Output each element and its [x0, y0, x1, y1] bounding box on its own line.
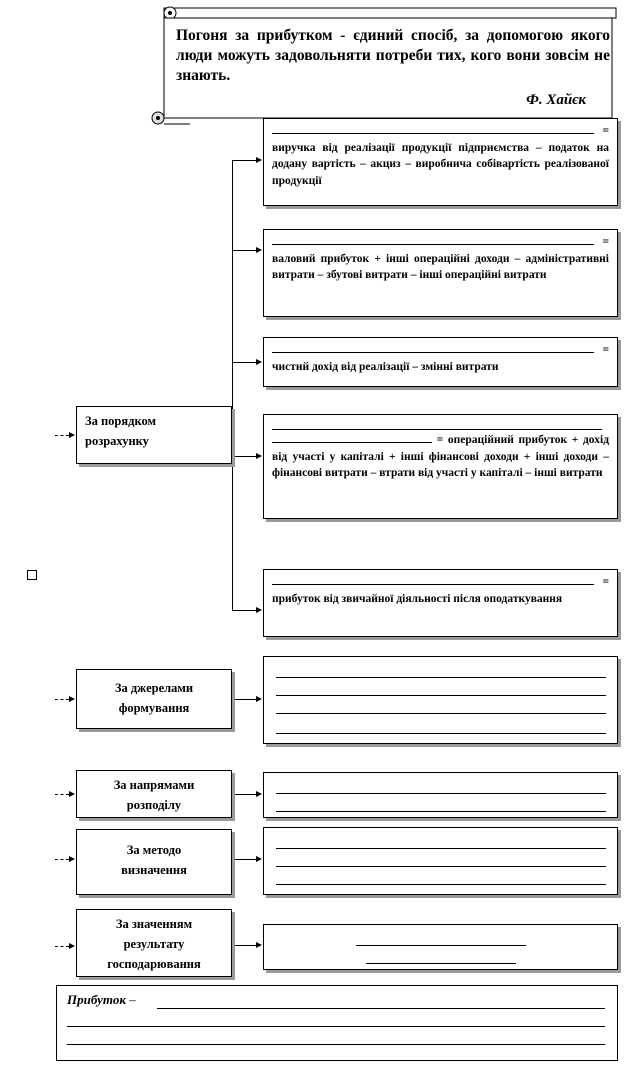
- blank-line: [276, 733, 606, 734]
- method-connector-arrow: [256, 856, 262, 862]
- calc-branch-arrow-4: [256, 453, 262, 459]
- method-answer-box: [263, 827, 618, 895]
- definition-box: [56, 985, 618, 1061]
- incoming-arrow-sources: [55, 699, 69, 700]
- result-answer-box: [263, 924, 618, 970]
- incoming-arrowhead-sources: [69, 696, 75, 702]
- calc-branch-1: [232, 160, 258, 161]
- method-connector: [235, 859, 257, 860]
- category-calculation: [76, 406, 232, 464]
- blank-line: [276, 713, 606, 714]
- result-connector-arrow: [256, 942, 262, 948]
- incoming-arrowhead-calculation: [69, 432, 75, 438]
- calc-branch-arrow-3: [256, 359, 262, 365]
- distribution-connector-arrow: [256, 791, 262, 797]
- definition-heading: [67, 992, 136, 1008]
- incoming-arrow-calculation: [55, 435, 69, 436]
- blank-line: [276, 677, 606, 678]
- category-method-label: За методо визначення: [121, 843, 187, 877]
- calc-branch-3: [232, 362, 258, 363]
- blank-line: [276, 848, 606, 849]
- calc-branch-arrow-1: [256, 157, 262, 163]
- incoming-arrowhead-result: [69, 943, 75, 949]
- category-sources: [76, 669, 232, 729]
- formula-box-2: [263, 229, 618, 317]
- quote-scroll: [150, 2, 622, 126]
- incoming-arrow-result: [55, 946, 69, 947]
- category-calculation-label: За порядком розрахунку: [85, 414, 157, 448]
- definition-term: Прибуток: [67, 992, 126, 1007]
- formula-box-3: [263, 337, 618, 387]
- formula-box-1: [263, 118, 618, 206]
- distribution-answer-box: [263, 772, 618, 818]
- category-result-label: За значенням результату господарювання: [107, 917, 201, 971]
- calc-branch-arrow-5: [256, 607, 262, 613]
- blank-line: [366, 963, 516, 964]
- incoming-arrow-distribution: [55, 794, 69, 795]
- sources-connector-arrow: [256, 696, 262, 702]
- formula-2-text: = валовий прибуток + інші операційні доходи – адміністративні витрати – збутові витрати – інші операційні витрати: [272, 236, 609, 281]
- formula-1-text: = виручка від реалізації продукції підприємства – податок на додану вартість – акциз – виробнича собівартість реалізованої продукції: [272, 125, 609, 187]
- definition-dash: –: [129, 992, 136, 1007]
- sources-connector: [235, 699, 257, 700]
- formula-3-text: = чистий дохід від реалізації – змінні витрати: [272, 344, 609, 373]
- incoming-arrowhead-method: [69, 856, 75, 862]
- blank-line: [276, 695, 606, 696]
- calc-branch-4: [232, 456, 258, 457]
- calc-branch-2: [232, 250, 258, 251]
- distribution-connector: [235, 794, 257, 795]
- blank-line: [157, 1008, 605, 1009]
- category-method: [76, 829, 232, 895]
- incoming-arrow-method: [55, 859, 69, 860]
- blank-line: [276, 866, 606, 867]
- formula-5-text: = прибуток від звичайної діяльності після оподаткування: [272, 576, 609, 605]
- calc-branch-arrow-2: [256, 247, 262, 253]
- category-result: [76, 909, 232, 977]
- category-sources-label: За джерелами формування: [114, 681, 194, 715]
- blank-line: [276, 793, 606, 794]
- category-distribution: [76, 770, 232, 818]
- incoming-arrowhead-distribution: [69, 791, 75, 797]
- formula-4-text: = операційний прибуток + дохід від участі у капіталі + інші фінансові доходи + інші доходи – фінансові витрати – втрати від участі у капіталі – інші витрати: [272, 417, 609, 479]
- blank-line: [356, 945, 526, 946]
- calc-branch-5: [232, 610, 258, 611]
- formula-box-5: [263, 569, 618, 637]
- blank-line: [67, 1026, 605, 1027]
- formula-box-4: [263, 414, 618, 519]
- calc-vertical-line: [232, 160, 233, 610]
- small-square-icon: [27, 570, 37, 580]
- sources-answer-box: [263, 656, 618, 744]
- result-connector: [235, 945, 257, 946]
- blank-line: [276, 884, 606, 885]
- blank-line: [67, 1044, 605, 1045]
- blank-line: [276, 811, 606, 812]
- category-distribution-label: За напрямами розподілу: [113, 778, 195, 812]
- quote-text: Погоня за прибутком - єдиний спосіб, за допомогою якого люди можуть задовольняти потреби тих, кого вони зовсім не знають.: [176, 27, 610, 84]
- quote-author: Ф. Хайєк: [526, 92, 586, 108]
